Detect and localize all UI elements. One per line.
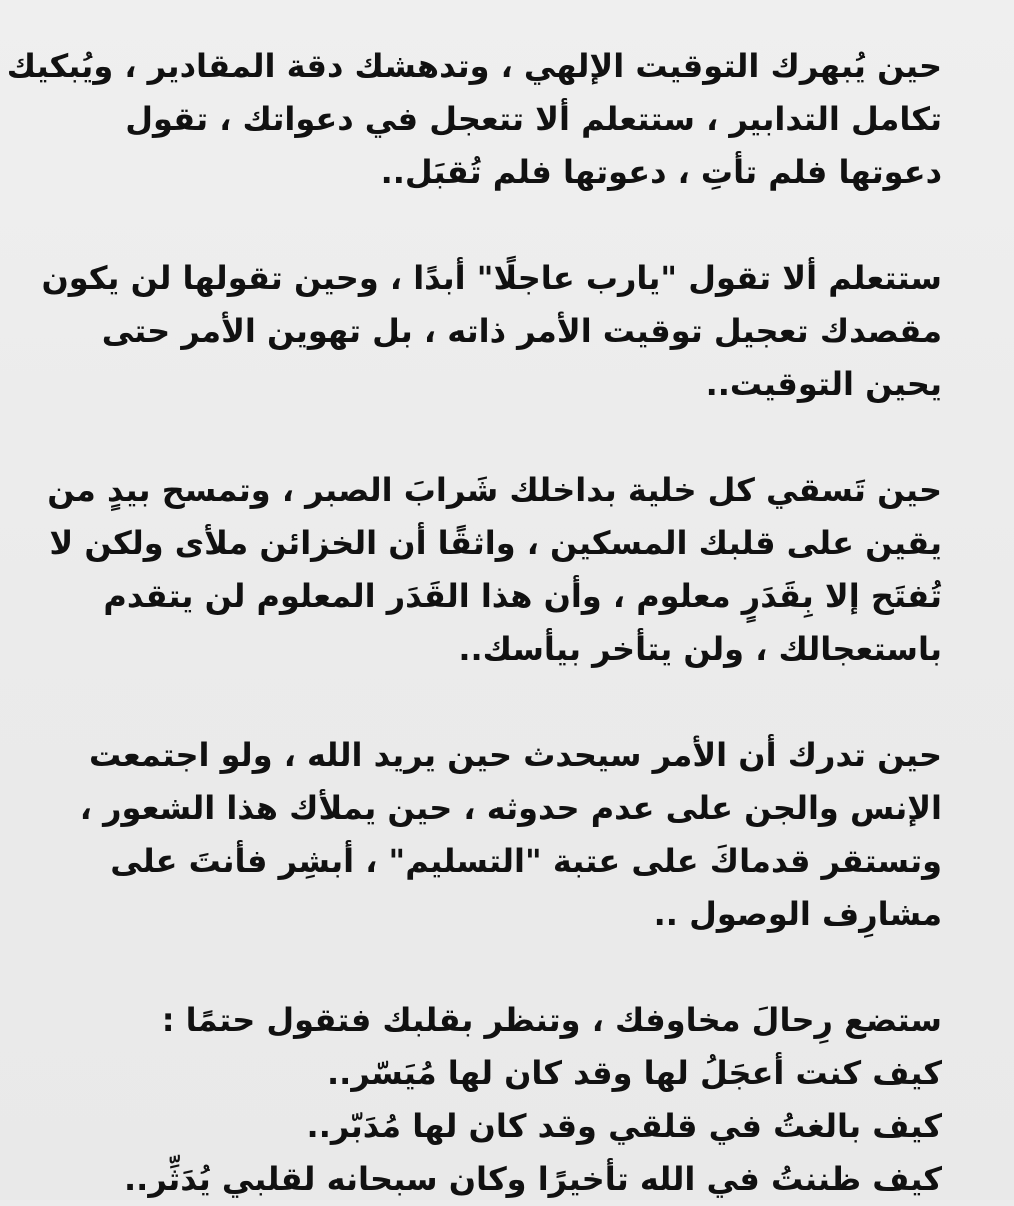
- paragraph-4: [72, 729, 942, 941]
- paragraph-5: [72, 994, 942, 1206]
- text-line: كيف كنت أعجَلُ لها وقد كان لها مُيَسّر..: [327, 1054, 942, 1092]
- text-line: مشارِف الوصول ..: [653, 895, 942, 933]
- text-line: ستتعلم ألا تقول "يارب عاجلًا" أبدًا ، وحين تقولها لن يكون: [41, 259, 942, 297]
- text-line: تُفتَح إلا بِقَدَرٍ معلوم ، وأن هذا القَدَر المعلوم لن يتقدم: [103, 577, 942, 615]
- text-line: تكامل التدابير ، ستتعلم ألا تتعجل في دعواتك ، تقول: [125, 100, 942, 138]
- text-body: [6, 40, 942, 1206]
- paragraph-1: [6, 40, 942, 199]
- text-line: ستضع رِحالَ مخاوفك ، وتنظر بقلبك فتقول حتمًا :: [161, 1001, 942, 1039]
- text-line: حين يُبهرك التوقيت الإلهي ، وتدهشك دقة المقادير ، ويُبكيك: [6, 47, 942, 85]
- text-line: الإنس والجن على عدم حدوثه ، حين يملأك هذا الشعور ،: [79, 789, 942, 827]
- text-line: يقين على قلبك المسكين ، واثقًا أن الخزائن ملأى ولكن لا: [49, 524, 942, 562]
- text-line: مقصدك تعجيل توقيت الأمر ذاته ، بل تهوين الأمر حتى: [101, 312, 942, 350]
- paragraph-3: [47, 464, 942, 676]
- text-line: كيف ظننتُ في الله تأخيرًا وكان سبحانه لقلبي يُدَثِّر..: [124, 1160, 942, 1198]
- text-line: باستعجالك ، ولن يتأخر بيأسك..: [458, 630, 942, 668]
- text-line: حين تدرك أن الأمر سيحدث حين يريد الله ، ولو اجتمعت: [88, 736, 942, 774]
- text-line: يحين التوقيت..: [705, 365, 942, 403]
- paragraph-2: [41, 252, 942, 411]
- text-line: حين تَسقي كل خلية بداخلك شَرابَ الصبر ، وتمسح بيدٍ من: [47, 471, 942, 509]
- text-line: دعوتها فلم تأتِ ، دعوتها فلم تُقبَل..: [380, 153, 942, 191]
- text-line: وتستقر قدماكَ على عتبة "التسليم" ، أبشِر فأنتَ على: [110, 842, 942, 880]
- text-line: كيف بالغتُ في قلقي وقد كان لها مُدَبّر..: [306, 1107, 942, 1145]
